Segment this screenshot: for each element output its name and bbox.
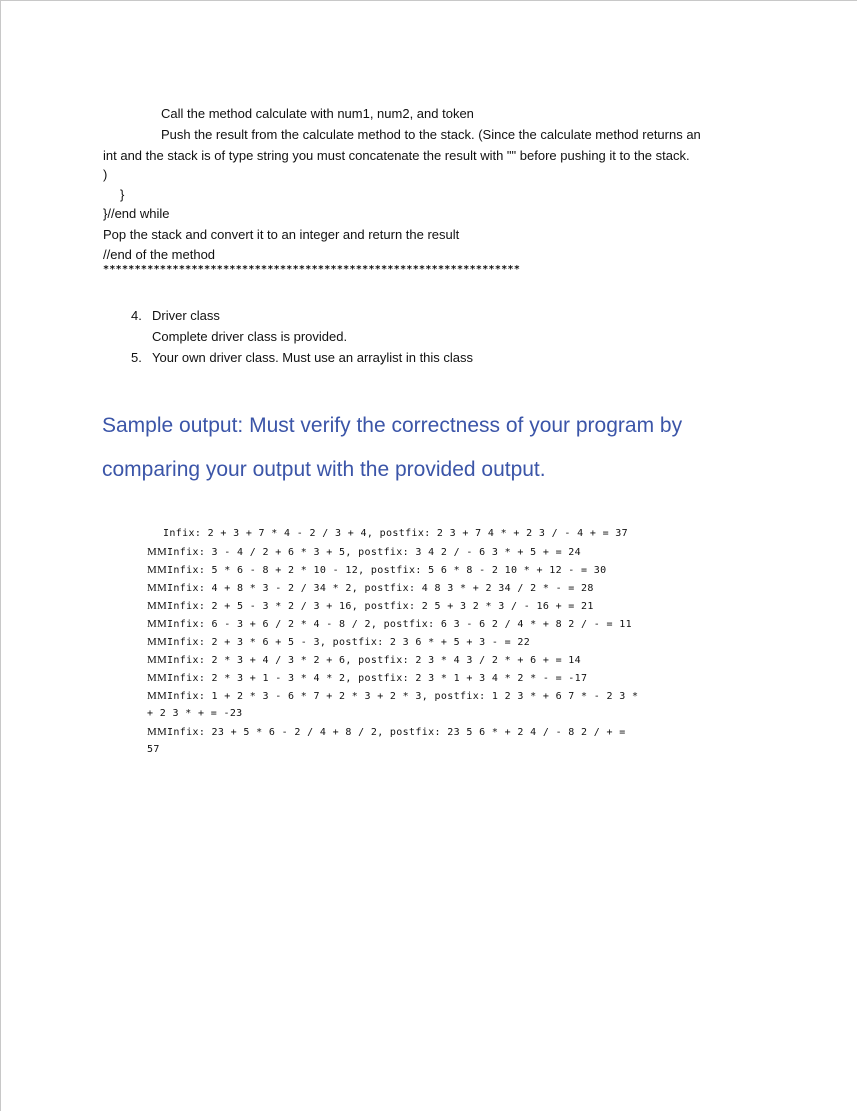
output-row-2: MMInfix: 3 - 4 / 2 + 6 * 3 + 5, postfix: 3 4 2 / - 6 3 * + 5 + = 24 [147, 546, 582, 558]
output-row-6: MMInfix: 6 - 3 + 6 / 2 * 4 - 8 / 2, postfix: 6 3 - 6 2 / 4 * + 8 2 / - = 11 [147, 618, 633, 630]
separator-stars: ****************************************************************** [103, 264, 521, 275]
output-row-4: MMInfix: 4 + 8 * 3 - 2 / 34 * 2, postfix: 4 8 3 * + 2 34 / 2 * - = 28 [147, 582, 594, 594]
output-row-5: MMInfix: 2 + 5 - 3 * 2 / 3 + 16, postfix: 2 5 + 3 2 * 3 / - 16 + = 21 [147, 600, 594, 612]
sample-output-heading-line2: comparing your output with the provided output. [102, 458, 546, 481]
pseudocode-line-end-while: }//end while [103, 206, 170, 221]
list-item-own-driver: Your own driver class. Must use an arraylist in this class [152, 350, 474, 365]
pseudocode-line-push: Push the result from the calculate method to the stack. (Since the calculate method returns an [161, 127, 701, 142]
pseudocode-line-pop: Pop the stack and convert it to an integer and return the result [103, 227, 460, 242]
list-number-5: 5. [131, 350, 142, 365]
output-row-11-cont: 57 [147, 744, 160, 755]
output-row-9: MMInfix: 2 * 3 + 1 - 3 * 4 * 2, postfix: 2 3 * 1 + 3 4 * 2 * - = -17 [147, 672, 588, 684]
output-row-10: MMInfix: 1 + 2 * 3 - 6 * 7 + 2 * 3 + 2 * 3, postfix: 1 2 3 * + 6 7 * - 2 3 * [147, 690, 639, 702]
pseudocode-line-end-method: //end of the method [103, 247, 216, 262]
sample-output-heading-line1: Sample output: Must verify the correctness of your program by [102, 414, 683, 437]
output-row-8: MMInfix: 2 * 3 + 4 / 3 * 2 + 6, postfix: 2 3 * 4 3 / 2 * + 6 + = 14 [147, 654, 582, 666]
pseudocode-line-paren: ) [103, 167, 108, 182]
output-row-11: MMInfix: 23 + 5 * 6 - 2 / 4 + 8 / 2, postfix: 23 5 6 * + 2 4 / - 8 2 / + = [147, 726, 626, 738]
output-row-10-cont: + 2 3 * + = -23 [147, 708, 243, 719]
pseudocode-line-calculate: Call the method calculate with num1, num2, and token [161, 106, 474, 121]
output-row-1: Infix: 2 + 3 + 7 * 4 - 2 / 3 + 4, postfix: 2 3 + 7 4 * + 2 3 / - 4 + = 37 [163, 528, 629, 539]
list-number-4: 4. [131, 308, 142, 323]
output-row-7: MMInfix: 2 + 3 * 6 + 5 - 3, postfix: 2 3 6 * + 5 + 3 - = 22 [147, 636, 531, 648]
list-item-driver-class: Driver class [152, 308, 220, 323]
pseudocode-line-concat: int and the stack is of type string you must concatenate the result with "" before pushing it to the stack. [103, 148, 690, 163]
pseudocode-line-brace: } [120, 187, 125, 202]
output-row-3: MMInfix: 5 * 6 - 8 + 2 * 10 - 12, postfix: 5 6 * 8 - 2 10 * + 12 - = 30 [147, 564, 607, 576]
list-item-driver-class-desc: Complete driver class is provided. [152, 329, 348, 344]
